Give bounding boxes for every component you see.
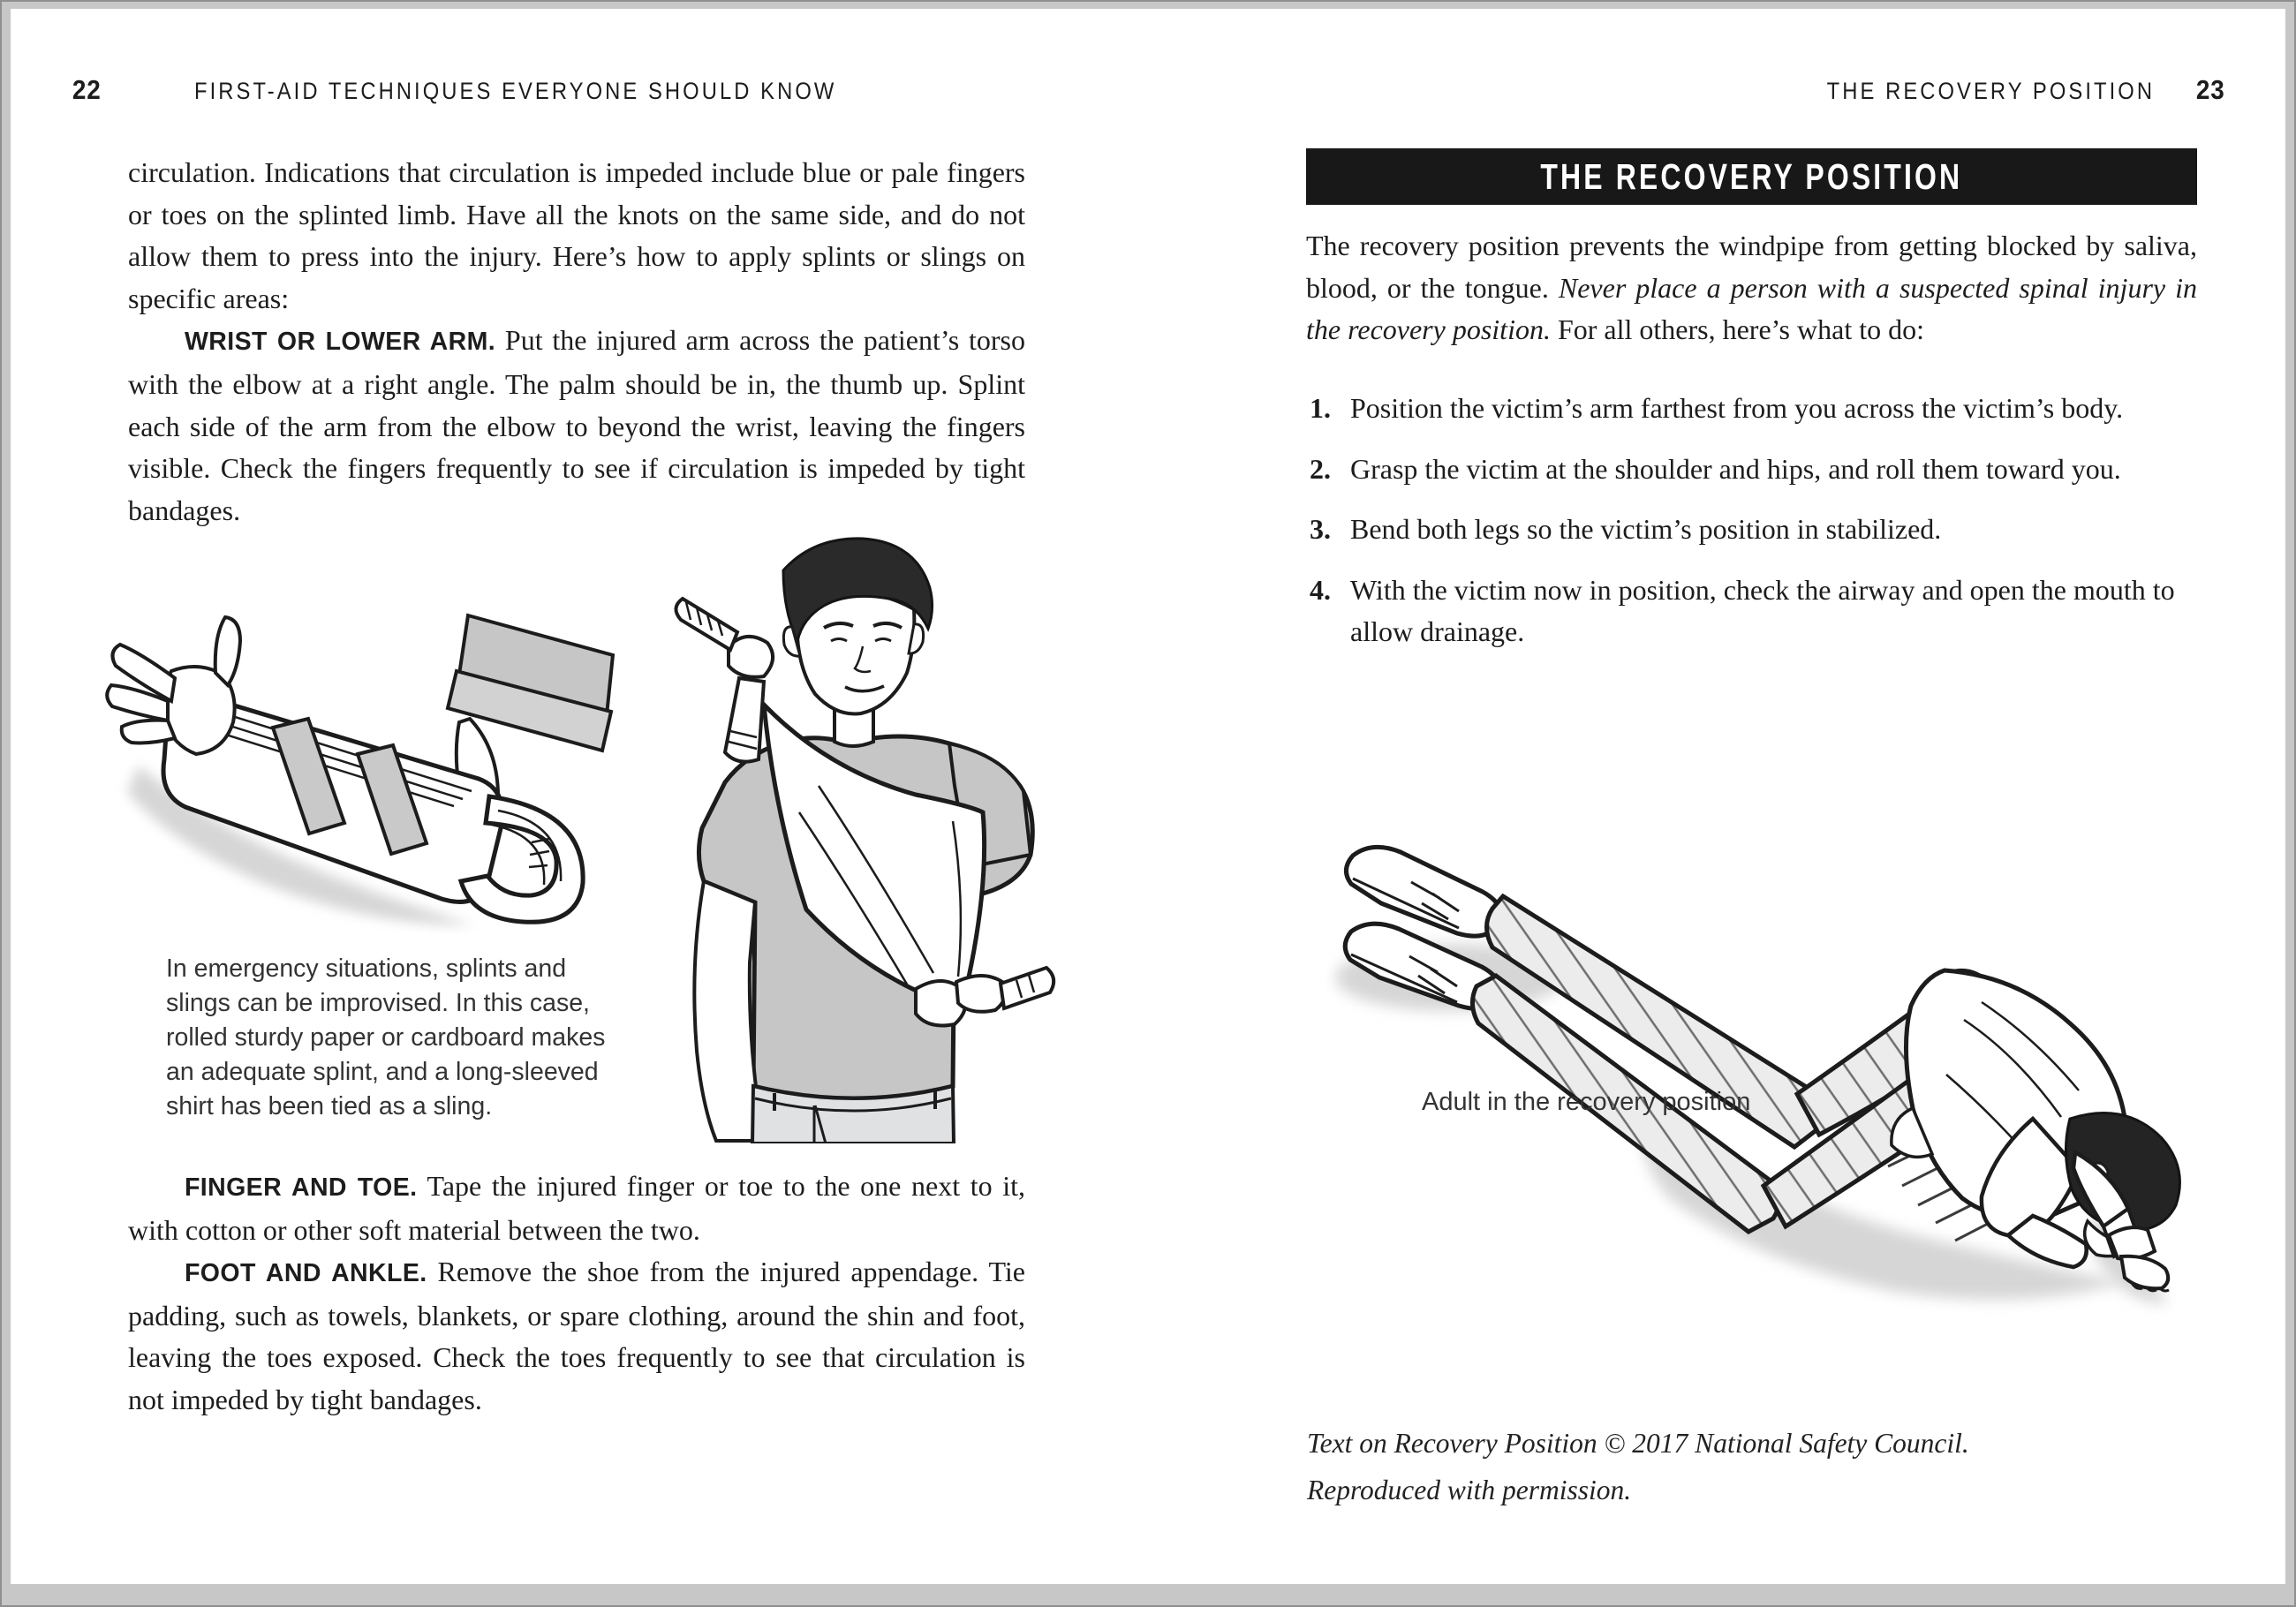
right-page-number: 23: [2195, 74, 2225, 105]
right-running-head: THE RECOVERY POSITION: [1827, 78, 2156, 104]
right-page-header: [1782, 74, 2226, 106]
intro-italic-text: Never place a person with a suspected spinal injury in the recovery position.: [1306, 271, 2198, 346]
sling-illustration: [651, 521, 1075, 1143]
paragraph-circulation: [128, 152, 1025, 320]
recovery-position-illustration: [1326, 827, 2196, 1322]
paragraph-foot: [128, 1251, 1025, 1421]
left-page-header: [71, 74, 925, 106]
recovery-position-drawing: [1326, 827, 2196, 1322]
foot-run-in-heading: FOOT AND ANKLE.: [185, 1259, 427, 1288]
step-1-number: 1.: [1310, 392, 1331, 424]
splint-illustration-drawing: [90, 532, 620, 933]
recovery-steps-list: [1306, 388, 2200, 672]
finger-run-in-heading: FINGER AND TOE.: [185, 1173, 418, 1202]
section-title-banner: [1306, 148, 2197, 205]
paragraph-finger-text: Tape the injured finger or toe to the one next to it, with cotton or other soft material between the two.: [128, 1170, 1026, 1246]
paragraph-circulation-text: circulation. Indications that circulation is impeded include blue or pale fingers or toes on the splinted limb. Have all the knots on the same side, and do not allow them to press into the injury. Here’s how to apply splints or slings on specific areas:: [128, 156, 1025, 314]
paragraph-wrist: [128, 320, 1025, 532]
splint-figure-caption: In emergency situations, splints and slings can be improvised. In this case, rolled sturdy paper or cardboard makes an adequate splint, and a long-sleeved shirt has been tied as a sling.: [166, 954, 606, 1120]
credit-text: [1307, 1420, 2066, 1513]
left-column-top: [128, 152, 1025, 532]
left-running-head: FIRST-AID TECHNIQUES EVERYONE SHOULD KNOW: [194, 78, 837, 104]
paragraph-finger: [128, 1166, 1025, 1251]
intro-before-text: The recovery position prevents the windpipe from getting blocked by saliva, blood, or the tongue.: [1306, 230, 2197, 304]
recovery-step-4: [1306, 570, 2200, 653]
section-title: THE RECOVERY POSITION: [1540, 155, 1963, 197]
step-3-number: 3.: [1310, 513, 1331, 546]
intro-after-text: For all others, here’s what to do:: [1550, 313, 1924, 346]
wrist-run-in-heading: WRIST OR LOWER ARM.: [185, 328, 496, 357]
step-1-text: Position the victim’s arm farthest from you across the victim’s body.: [1350, 392, 2124, 424]
step-3-text: Bend both legs so the victim’s position in stabilized.: [1350, 513, 1942, 546]
sling-illustration-drawing: [651, 521, 1075, 1143]
credit-line-2: Reproduced with permission.: [1307, 1475, 1632, 1505]
step-4-number: 4.: [1310, 573, 1331, 606]
step-4-text: With the victim now in position, check the airway and open the mouth to allow drainage.: [1350, 573, 2175, 648]
paragraph-foot-text: Remove the shoe from the injured appendage. Tie padding, such as towels, blankets, or spare clothing, around the shin and foot, leaving the toes exposed. Check the toes frequently to see that circulation is not impeded by tight bandages.: [128, 1256, 1025, 1415]
credit-line-1: Text on Recovery Position © 2017 National Safety Council.: [1307, 1428, 1969, 1459]
recovery-figure-caption: Adult in the recovery position: [1422, 1088, 1751, 1116]
left-page-number: 22: [72, 74, 102, 105]
recovery-step-2: [1306, 449, 2200, 491]
paragraph-wrist-text: Put the injured arm across the patient’s torso with the elbow at a right angle. The palm should be in, the thumb up. Splint each side of the arm from the elbow to beyond the wrist, leaving the fingers visible. Check the fingers frequently to see if circulation is impeded by tight bandages.: [128, 324, 1026, 526]
paragraph-recovery-intro: [1306, 225, 2197, 351]
recovery-step-3: [1306, 509, 2200, 551]
step-2-text: Grasp the victim at the shoulder and hips, and roll them toward you.: [1350, 452, 2121, 485]
splint-illustration: [90, 532, 620, 933]
step-2-number: 2.: [1310, 452, 1331, 485]
right-column-intro: [1306, 225, 2197, 351]
recovery-step-1: [1306, 388, 2200, 430]
left-column-bottom: [128, 1166, 1025, 1422]
